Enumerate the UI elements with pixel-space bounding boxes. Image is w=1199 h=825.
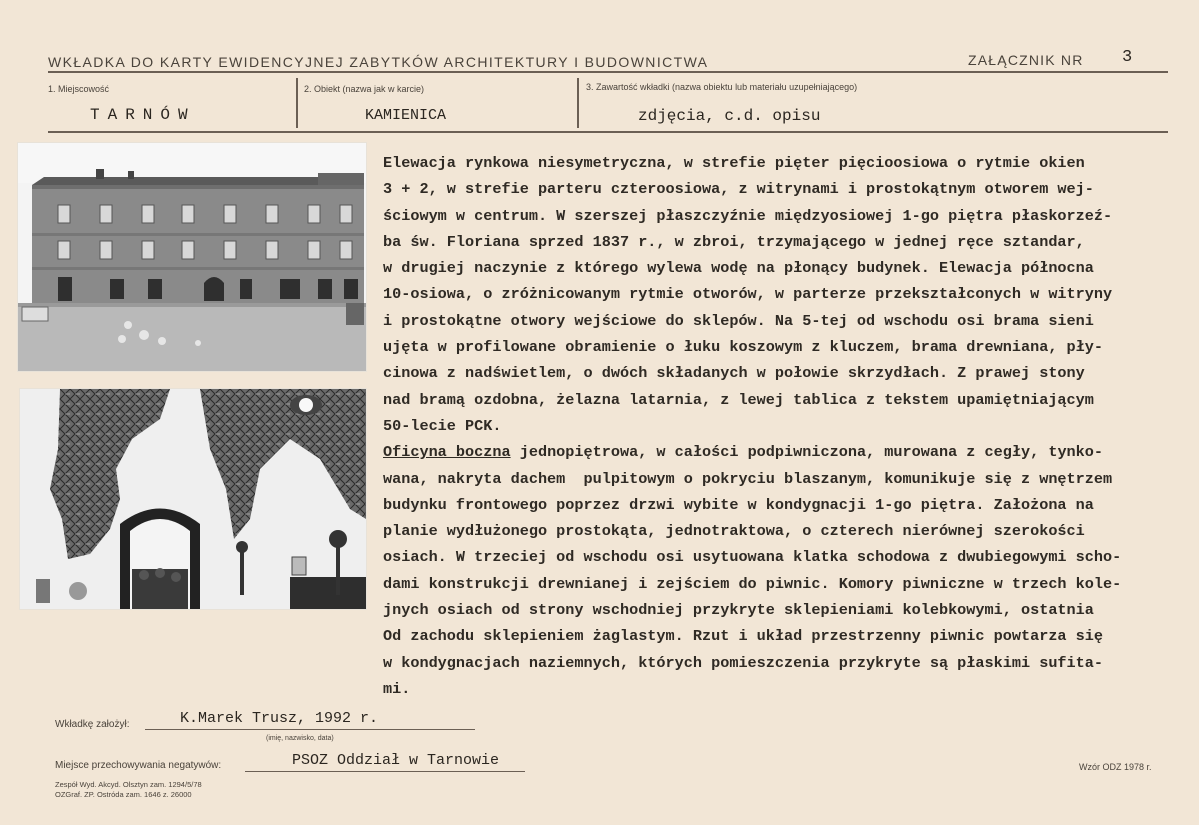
storage-label: Miejsce przechowywania negatywów: xyxy=(55,760,222,771)
place-label: 1. Miejscowość xyxy=(48,84,110,94)
fields-divider xyxy=(48,131,1168,133)
description-line: 10-osiowa, o zróżnicowanym rytmie otworów, w parterze przekształconych w witryny xyxy=(383,285,1113,304)
place-value: TARNÓW xyxy=(90,106,196,124)
description-line: osiach. W trzeciej od wschodu osi usytuowana klatka schodowa z dwubiegowymi scho- xyxy=(383,548,1122,567)
print-info-1: Zespół Wyd. Akcyd. Olsztyn zam. 1294/5/78 xyxy=(55,780,202,789)
author-value: K.Marek Trusz, 1992 r. xyxy=(180,710,379,727)
description-lines-1 xyxy=(383,154,1112,435)
field-separator-1 xyxy=(296,78,298,128)
description-line: Elewacja rynkowa niesymetryczna, w strefie pięter pięcioosiowa o rytmie okien xyxy=(383,154,1085,172)
author-label: Wkładkę założył: xyxy=(55,719,130,730)
description-line: i prostokątne otwory wejściowe do sklepów. Na 5-tej od wschodu osi brama sieni xyxy=(383,311,1094,330)
description-line: 50-lecie PCK. xyxy=(383,416,502,435)
storage-underline xyxy=(245,771,525,772)
description-line: budynku frontowego poprzez drzwi wybite w kondygnacji 1-go piętra. Założona na xyxy=(383,495,1094,514)
description-line: Od zachodu sklepieniem żaglastym. Rzut i układ przestrzenny piwnic powtarza się xyxy=(383,627,1104,646)
description-line: dami konstrukcji drewnianej i zejściem do piwnic. Komory piwniczne w trzech kole- xyxy=(383,574,1122,593)
description-line: w kondygnacjach naziemnych, których pomieszczenia przykryte są płaskimi sufita- xyxy=(383,653,1104,672)
storage-value: PSOZ Oddział w Tarnowie xyxy=(292,752,500,769)
description-text xyxy=(383,150,1198,702)
object-label: 2. Obiekt (nazwa jak w karcie) xyxy=(304,84,425,94)
print-info-2: OZGraf. ZP. Ostróda zam. 1646 z. 26000 xyxy=(55,790,192,799)
annex-building-heading: Oficyna boczna xyxy=(383,443,511,462)
annex-label: ZAŁĄCZNIK NR xyxy=(968,52,1084,68)
object-value: KAMIENICA xyxy=(365,107,447,124)
description-line: ba św. Floriana sprzed 1837 r., w zbroi, trzymającego w jednej ręce sztandar, xyxy=(383,232,1085,251)
description-line: cinowa z nadświetlem, o dwóch składanych w połowie skrzydłach. Z prawej stony xyxy=(383,364,1085,383)
annex-number: 3 xyxy=(1122,48,1133,67)
form-title: WKŁADKA DO KARTY EWIDENCYJNEJ ZABYTKÓW ARCHITEKTURY I BUDOWNICTWA xyxy=(48,54,709,70)
description-line: 3 + 2, w strefie parteru czteroosiowa, z witrynami i prostokątnym otworem wej- xyxy=(383,180,1094,199)
field-separator-2 xyxy=(577,78,579,128)
description-line: mi. xyxy=(383,679,411,698)
description-line: wana, nakryta dachem pulpitowym o pokryciu blaszanym, komunikuje się z wnętrzem xyxy=(383,469,1113,488)
author-underline xyxy=(145,729,475,730)
description-line: planie wydłużonego prostokąta, jednotraktowa, o czterech nierównej szerokości xyxy=(383,522,1085,541)
description-line: jnych osiach od strony wschodniej przykryte sklepieniami kolebkowymi, ostatnia xyxy=(383,601,1094,620)
form-code: Wzór ODZ 1978 r. xyxy=(1079,762,1152,772)
contents-label: 3. Zawartość wkładki (nazwa obiektu lub materiału uzupełniającego) xyxy=(586,82,858,92)
contents-value: zdjęcia, c.d. opisu xyxy=(638,107,821,125)
author-hint: (imię, nazwisko, data) xyxy=(266,735,334,742)
building-facade-photo xyxy=(17,142,367,372)
description-line: ściowym w centrum. W szerszej płaszczyźnie międzyosiowej 1-go piętra płaskorzeź- xyxy=(383,206,1113,225)
description-line-annex: jednopiętrowa, w całości podpiwniczona, murowana z cegły, tynko- xyxy=(510,443,1104,462)
vaulted-interior-photo xyxy=(19,388,367,610)
header-divider xyxy=(48,71,1168,73)
description-lines-2 xyxy=(383,470,1121,698)
description-line: w drugiej naczynie z którego wylewa wodę na płonący budynek. Elewacja północna xyxy=(383,259,1094,278)
description-line: nad bramą ozdobna, żelazna latarnia, z lewej tablica z tekstem upamiętniającym xyxy=(383,390,1094,409)
description-line: ujęta w profilowane obramienie o łuku koszowym z kluczem, brama drewniana, pły- xyxy=(383,338,1104,357)
